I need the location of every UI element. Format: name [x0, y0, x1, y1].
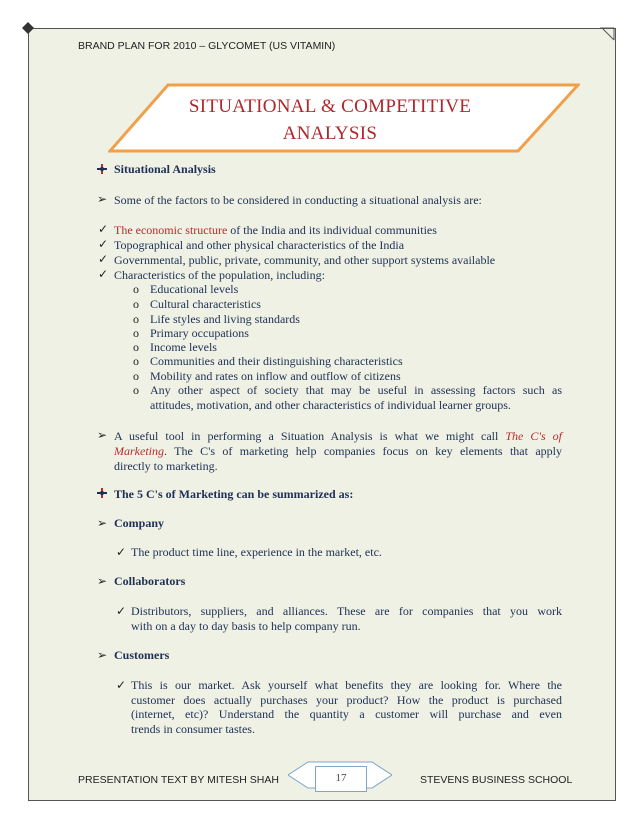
- arrow-bullet-icon: ➢: [97, 648, 108, 662]
- footer-author: PRESENTATION TEXT BY MITESH SHAH: [78, 774, 279, 786]
- circle-bullet-icon: o: [133, 312, 139, 326]
- customers-detail-4: trends in consumer tastes.: [131, 722, 255, 736]
- sub-item: Income levels: [150, 340, 217, 354]
- page-header: BRAND PLAN FOR 2010 – GLYCOMET (US VITAMIN): [78, 40, 336, 52]
- customers-detail-2: customer does actually purchases your product? How the product is purchased: [131, 693, 562, 707]
- check-item-1: [114, 223, 437, 238]
- corner-fold-icon: [600, 26, 616, 42]
- sub-item: Mobility and rates on inflow and outflow of citizens: [150, 369, 401, 383]
- collaborators-detail-1: Distributors, suppliers, and alliances. These are for companies that you work: [131, 604, 562, 618]
- title-line-1: SITUATIONAL & COMPETITIVE: [188, 96, 472, 117]
- check-icon: ✓: [116, 678, 127, 692]
- circle-bullet-icon: o: [133, 340, 139, 354]
- arrow-bullet-icon: ➢: [97, 516, 108, 530]
- check-icon: ✓: [98, 237, 109, 251]
- sub-item: Educational levels: [150, 282, 239, 296]
- company-label: Company: [114, 516, 165, 530]
- arrow-bullet-icon: ➢: [97, 574, 108, 588]
- footer-school: STEVENS BUSINESS SCHOOL: [420, 774, 573, 786]
- tool-highlight-2: Marketing: [114, 444, 164, 458]
- page-title: [160, 93, 500, 147]
- check-item-1-rest: of the India and its individual communities: [227, 223, 437, 237]
- circle-bullet-icon: o: [133, 282, 139, 296]
- intro-text: Some of the factors to be considered in conducting a situational analysis are:: [114, 193, 482, 207]
- check-icon: ✓: [98, 267, 109, 281]
- tool-text: A useful tool in performing a Situation Analysis is what we might call: [114, 429, 506, 443]
- sub-item: Any other aspect of society that may be useful in assessing factors such as: [150, 383, 562, 397]
- corner-diamond-icon: [22, 22, 34, 34]
- collaborators-label: Collaborators: [114, 574, 186, 588]
- circle-bullet-icon: o: [133, 354, 139, 368]
- check-icon: ✓: [116, 545, 127, 559]
- check-item-4: Characteristics of the population, including:: [114, 268, 325, 282]
- tool-line-1: [114, 429, 562, 444]
- arrow-bullet-icon: ➢: [97, 192, 108, 206]
- customers-detail-3: (internet, etc)? Understand the quantity a customer will purchase and even: [131, 707, 562, 721]
- sub-item: Life styles and living standards: [150, 312, 300, 326]
- circle-bullet-icon: o: [133, 297, 139, 311]
- tool-text-2: . The C's of marketing help companies focus on key elements that apply: [164, 444, 562, 458]
- pushpin-icon: [96, 487, 108, 499]
- title-line-2: ANALYSIS: [282, 123, 378, 144]
- page-number: 17: [315, 766, 367, 792]
- tool-highlight: The C's of: [505, 429, 562, 443]
- sub-item-continued: attitudes, motivation, and other characteristics of individual learner groups.: [150, 398, 511, 412]
- pushpin-icon: [96, 163, 108, 175]
- tool-line-2: [114, 444, 562, 459]
- check-icon: ✓: [98, 222, 109, 236]
- check-item-2: Topographical and other physical characteristics of the India: [114, 238, 405, 252]
- company-detail: The product time line, experience in the market, etc.: [131, 545, 382, 559]
- check-icon: ✓: [98, 252, 109, 266]
- section-heading-5cs: The 5 C's of Marketing can be summarized as:: [114, 487, 354, 501]
- sub-item: Cultural characteristics: [150, 297, 261, 311]
- tool-line-3: directly to marketing.: [114, 459, 218, 473]
- check-item-1-highlight: The economic structure: [114, 223, 228, 237]
- check-icon: ✓: [116, 604, 127, 618]
- sub-item: Communities and their distinguishing characteristics: [150, 354, 403, 368]
- circle-bullet-icon: o: [133, 369, 139, 383]
- sub-item: Primary occupations: [150, 326, 249, 340]
- circle-bullet-icon: o: [133, 326, 139, 340]
- customers-detail-1: This is our market. Ask yourself what benefits they are looking for. Where the: [131, 678, 562, 692]
- customers-label: Customers: [114, 648, 170, 662]
- arrow-bullet-icon: ➢: [97, 428, 108, 442]
- collaborators-detail-2: with on a day to day basis to help company run.: [131, 619, 361, 633]
- check-item-3: Governmental, public, private, community, and other support systems available: [114, 253, 496, 267]
- section-heading-situational: Situational Analysis: [114, 162, 216, 176]
- circle-bullet-icon: o: [133, 383, 139, 397]
